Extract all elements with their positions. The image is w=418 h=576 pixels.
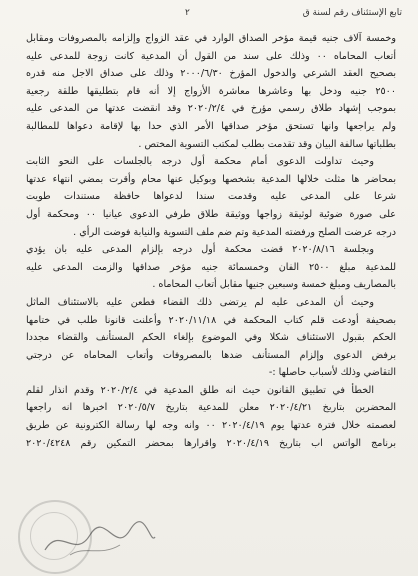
text-line: بصحيفة أودعت قلم كتاب المحكمة في ٢٠٢٠/١١/١٨ وأعلنت قانونا طلب في ختامها — [26, 314, 396, 326]
text-line: وحيث تداولت الدعوى أمام محكمة أول درجه بالجلسات على النحو الثابت — [26, 156, 374, 168]
text-line: المحضرين بتاريخ ٢٠٢٠/٤/٢١ معلن للمدعية بتاريخ ٢٠٢٠/٥/٧ اخبرها انه راجعها — [26, 402, 396, 414]
text-line: لعصمته خلال فترة عدتها يوم ٢٠٢٠/٤/١٩ ٠٠ وانه وجه لها رسالة الكترونية عن طريق — [26, 420, 396, 432]
text-line: على صورة ضوئية لوثيقة زواجها ووثيقة طلاق طرفي الدعوى عيانيا ٠٠ ومحكمة أول — [26, 208, 396, 220]
text-line: للمدعية مبلغ ٢٥٠٠ الفان وخمسمائة جنيه مؤخر صداقها والزمت المدعى عليه — [26, 261, 396, 273]
text-line: بمحاضر ها مثلت خلالها المدعية بشخصها وبوكيل عنها محام وأقرت بمضي انتهاء عدتها — [26, 173, 396, 185]
text-line: درجه عرضت الصلح ورفضته المدعية وتم ضم ملف التسوية والنيابة فوضت الرأي . — [73, 226, 396, 238]
text-line: بطلباتها سالفة البيان وقد تقدمت بطلب لمكتب التسوية المختص . — [138, 138, 396, 150]
text-line: ولم يراجعها وانها تستحق مؤخر صداقها الأمر الذي حدا بها لإقامة دعواها للمطالبة — [26, 120, 396, 132]
text-line: بصحيح العقد الشرعي والدخول المؤرخ ٢٠٠٠/٦/٣٠ وذلك على صداق الاجل منه قدره — [26, 68, 396, 80]
text-line: وخمسة آلاف جنيه قيمة مؤخر الصداق الوارد في عقد الزواج وإلزامه بالمصروفات ومقابل — [26, 33, 396, 44]
text-line: أتعاب المحاماه ٠٠ وذلك على سند من القول أن المدعية كانت زوجة للمدعى عليه — [26, 50, 396, 62]
handwritten-signature — [40, 515, 160, 565]
page-number: ٢ — [185, 8, 190, 18]
text-line: بموجب إشهاد طلاق رسمي مؤرخ في ٢٠٢٠/٢/٤ وقد انقضت عدتها من المدعى عليه — [26, 103, 396, 115]
text-line: بالمصاريف ومبلغ خمسة وسبعين جنيها مقابل أتعاب المحاماه . — [152, 279, 396, 291]
text-line: التقاضي وذلك لأسباب حاصلها :- — [268, 367, 396, 379]
page-header — [10, 6, 406, 22]
text-line: الحكم بقبول الاستئناف شكلا وفي الموضوع بإلغاء الحكم المستأنف والقضاء مجددا — [26, 332, 396, 344]
text-line: وبجلسة ٢٠٢٠/٨/١٦ قضت محكمة أول درجه بإلزام المدعى عليه بان يؤدي — [26, 244, 374, 256]
header-title: تابع الإستئناف رقم لسنة ق — [302, 8, 402, 18]
text-line: وحيث أن المدعى عليه لم يرتضى ذلك القضاء فطعن عليه بالاستئناف الماثل — [26, 296, 374, 308]
text-line: ٢٥٠٠ جنيه ودخل بها وعاشرها معاشرة الأزواج إلا أنه قام بتطليقها طلقة رجعية — [26, 85, 396, 97]
document-body — [26, 30, 396, 452]
text-line: الخطأ في تطبيق القانون حيث انه طلق المدعية في ٢٠٢٠/٢/٤ وقدم انذار لقلم — [26, 384, 374, 396]
text-line: برنامج الواتس اب بتاريخ ٢٠٢٠/٤/١٩ واقرارها بمحضر التمكين رقم ٢٠٢٠/٤٢٤٨ — [26, 437, 396, 449]
text-line: شرعا على المدعى عليه وقدمت سندا لدعواها حافظة مستندات طويت — [26, 191, 396, 203]
text-line: برفض الدعوى وإلزام المستأنف ضدها بالمصروفات وأتعاب المحاماه عن درجتي — [26, 349, 396, 361]
